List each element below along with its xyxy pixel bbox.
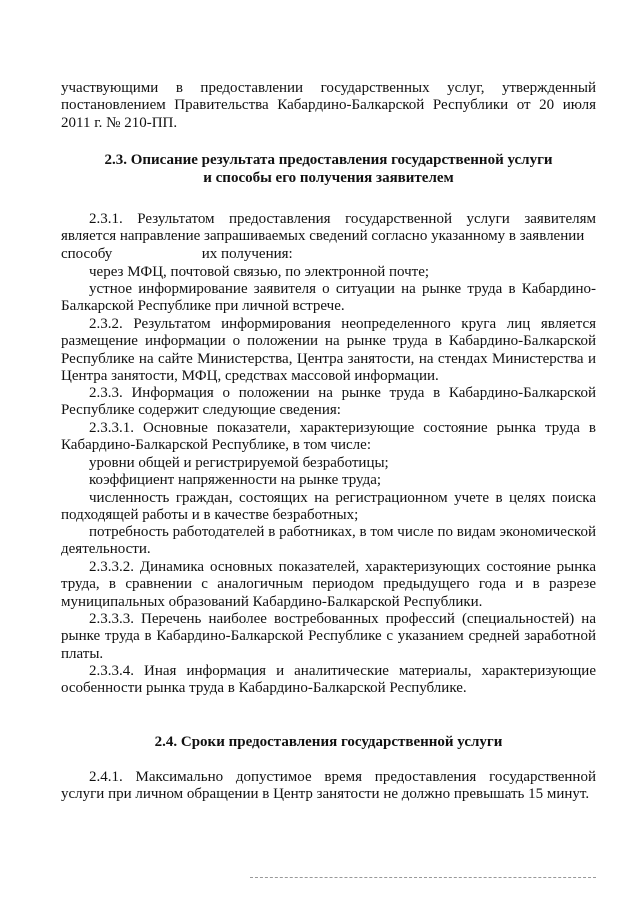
paragraph-need: потребность работодателей в работниках, в том числе по видам экономической деятельности. <box>61 524 596 558</box>
paragraph-2-3-3-2: 2.3.3.2. Динамика основных показателей, характеризующих состояние рынка труда, в сравнении с аналогичным периодом предыдущего года и в разрезе муниципальных образований Кабардино-Балкарской Республики. <box>61 559 596 610</box>
word-sposobu: способу <box>61 246 113 262</box>
paragraph-2-3-1-continuation <box>61 246 596 263</box>
intro-paragraph: участвующими в предоставлении государственных услуг, утвержденный постановлением Правительства Кабардино-Балкарской Республики от 20 июля 2011 г. № 210-ПП. <box>61 80 596 131</box>
word-ikh-polucheniya: их получения: <box>201 246 293 262</box>
paragraph-2-3-3-1: 2.3.3.1. Основные показатели, характеризующие состояние рынка труда в Кабардино-Балкарской Республике, в том числе: <box>61 420 596 454</box>
section-2-3-title-line1: 2.3. Описание результата предоставления государственной услуги <box>104 152 553 168</box>
paragraph-2-3-3-4: 2.3.3.4. Иная информация и аналитические материалы, характеризующие особенности рынка труда в Кабардино-Балкарской Республике. <box>61 663 596 697</box>
paragraph-mfc: через МФЦ, почтовой связью, по электронной почте; <box>89 264 430 280</box>
paragraph-2-3-2: 2.3.2. Результатом информирования неопределенного круга лиц является размещение информации о положении на рынке труда в Кабардино-Балкарской Республике на сайте Министерства, Центра занятости, на стендах Министерства и Центра занятости, МФЦ, средствах массовой информации. <box>61 316 596 385</box>
paragraph-2-3-1: 2.3.1. Результатом предоставления государственной услуги заявителям является направление запрашиваемых сведений согласно указанному в заявлении <box>61 211 596 245</box>
section-2-4-title: 2.4. Сроки предоставления государственной услуги <box>154 734 503 750</box>
paragraph-2-4-1: 2.4.1. Максимально допустимое время предоставления государственной услуги при личном обращении в Центр занятости не должно превышать 15 минут. <box>61 769 596 803</box>
paragraph-2-3-3: 2.3.3. Информация о положении на рынке труда в Кабардино-Балкарской Республике содержит следующие сведения: <box>61 385 596 419</box>
section-2-3-title-line2: и способы его получения заявителем <box>203 170 454 186</box>
paragraph-levels: уровни общей и регистрируемой безработицы; <box>89 455 389 471</box>
footer-rule <box>250 877 596 878</box>
paragraph-2-3-3-3: 2.3.3.3. Перечень наиболее востребованных профессий (специальностей) на рынке труда в Кабардино-Балкарской Республике с указанием средней заработной платы. <box>61 611 596 662</box>
paragraph-coefficient: коэффициент напряженности на рынке труда; <box>89 472 382 488</box>
paragraph-oral-info: устное информирование заявителя о ситуации на рынке труда в Кабардино-Балкарской Республике при личной встрече. <box>61 281 596 315</box>
paragraph-citizens: численность граждан, состоящих на регистрационном учете в целях поиска подходящей работы и в качестве безработных; <box>61 490 596 524</box>
